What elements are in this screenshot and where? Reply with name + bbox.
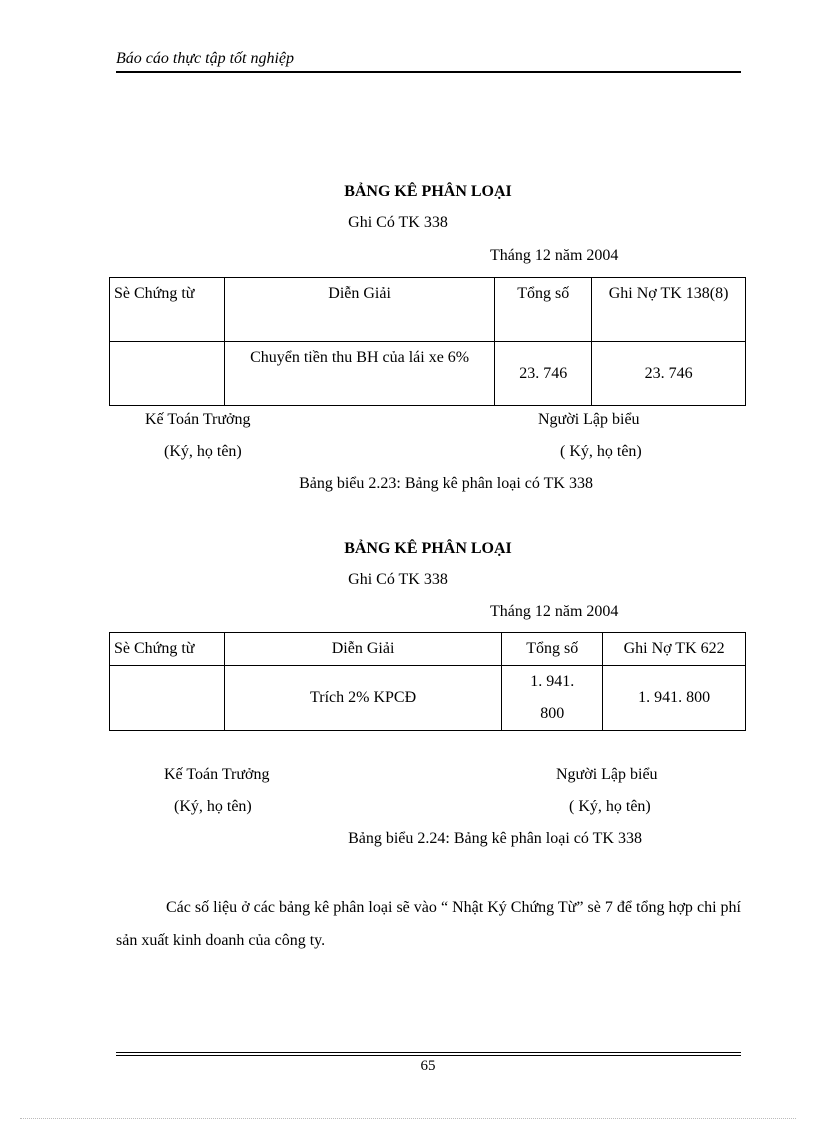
table1-signer-right-note: ( Ký, họ tên): [560, 443, 642, 460]
page-edge-dotted-line: [20, 1118, 796, 1119]
table-row: [110, 666, 746, 731]
header-debit: Ghi Nợ TK 138(8): [592, 278, 746, 342]
header-total: Tổng số: [495, 278, 592, 342]
running-header: Báo cáo thực tập tốt nghiệp: [116, 50, 295, 67]
table-header-row: [110, 633, 746, 666]
header-description: Diễn Giải: [224, 633, 501, 666]
table1-title: BẢNG KÊ PHÂN LOẠI: [344, 183, 512, 200]
table-header-row: [110, 278, 746, 342]
header-voucher: Sè Chứng từ: [110, 633, 225, 666]
table1-subtitle: Ghi Có TK 338: [348, 214, 448, 231]
cell-debit: 1. 941. 800: [603, 666, 746, 731]
cell-total: 1. 941. 800: [502, 666, 603, 731]
table2-date: Tháng 12 năm 2004: [490, 603, 619, 620]
footer-rule-top: [116, 1052, 741, 1053]
cell-voucher: [110, 342, 225, 406]
cell-voucher: [110, 666, 225, 731]
table2-subtitle: Ghi Có TK 338: [348, 571, 448, 588]
body-paragraph: Các số liệu ở các bảng kê phân loại sẽ vào “ Nhật Ký Chứng Từ” sè 7 để tổng hợp chi phí sản xuất kinh doanh của công ty.: [116, 899, 741, 949]
table1-signer-left: Kế Toán Trưởng: [145, 411, 251, 428]
cell-description: Chuyển tiền thu BH của lái xe 6%: [224, 342, 495, 406]
page-number: 65: [420, 1058, 436, 1074]
table1-signer-right: Người Lập biểu: [538, 411, 640, 428]
cell-total: 23. 746: [495, 342, 592, 406]
cell-debit: 23. 746: [592, 342, 746, 406]
table2-caption: Bảng biểu 2.24: Bảng kê phân loại có TK 338: [348, 830, 642, 847]
header-total: Tổng số: [502, 633, 603, 666]
table1-date: Tháng 12 năm 2004: [490, 247, 619, 264]
table1-signer-left-note: (Ký, họ tên): [164, 443, 242, 460]
footer-rule-bottom: [116, 1055, 741, 1056]
table1: [109, 277, 746, 406]
header-voucher: Sè Chứng từ: [110, 278, 225, 342]
cell-description: Trích 2% KPCĐ: [224, 666, 501, 731]
table2-signer-right: Người Lập biểu: [556, 766, 658, 783]
table2-signer-left-note: (Ký, họ tên): [174, 798, 252, 815]
table2-title: BẢNG KÊ PHÂN LOẠI: [344, 540, 512, 557]
table2-signer-left: Kế Toán Trưởng: [164, 766, 270, 783]
header-debit: Ghi Nợ TK 622: [603, 633, 746, 666]
table1-caption: Bảng biểu 2.23: Bảng kê phân loại có TK 338: [299, 475, 593, 492]
header-rule: [116, 71, 741, 73]
table-row: [110, 342, 746, 406]
header-description: Diễn Giải: [224, 278, 495, 342]
table2: [109, 632, 746, 731]
table2-signer-right-note: ( Ký, họ tên): [569, 798, 651, 815]
